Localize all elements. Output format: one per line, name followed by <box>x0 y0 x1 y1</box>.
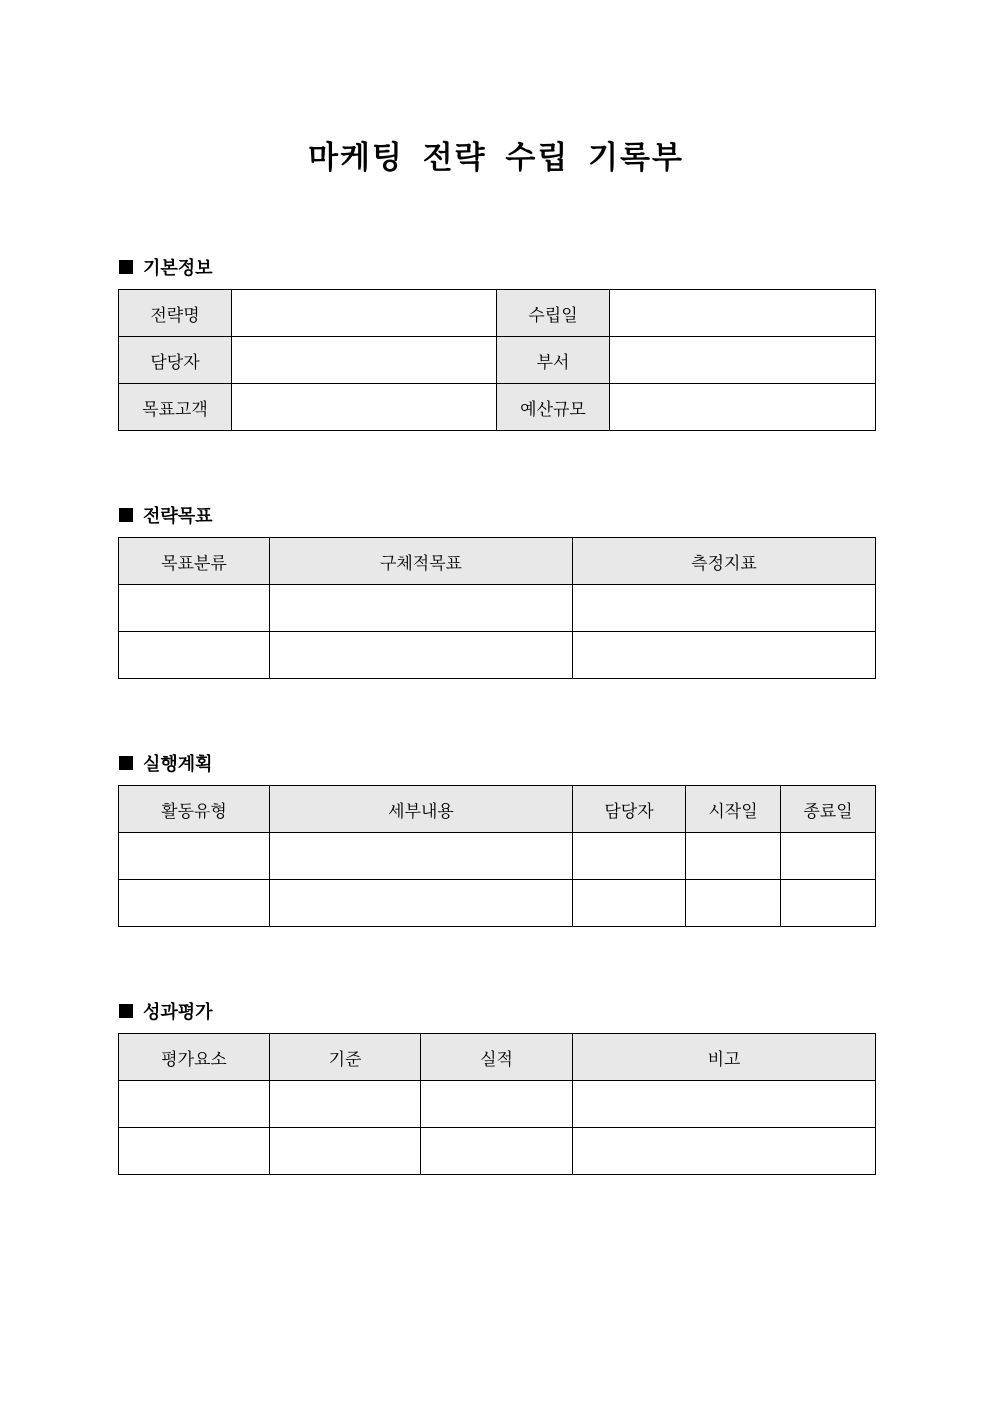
performance-evaluation-table <box>118 1033 876 1175</box>
section-heading-basic <box>119 254 213 280</box>
table-row <box>119 384 876 431</box>
column-header: 구체적목표 <box>270 538 573 585</box>
column-header: 담당자 <box>573 786 686 833</box>
input-cell[interactable] <box>270 1081 421 1128</box>
basic-info-table <box>118 289 876 431</box>
section-title: 전략목표 <box>143 506 213 527</box>
section-heading-eval <box>119 998 213 1024</box>
input-cell[interactable] <box>421 1081 573 1128</box>
page-title: 마케팅 전략 수립 기록부 <box>308 140 684 176</box>
column-header: 활동유형 <box>119 786 270 833</box>
input-cell[interactable] <box>270 585 573 632</box>
input-cell[interactable] <box>573 632 876 679</box>
input-cell[interactable] <box>119 1081 270 1128</box>
label-cell: 부서 <box>497 337 610 384</box>
label-cell: 담당자 <box>119 337 232 384</box>
input-cell[interactable] <box>119 1128 270 1175</box>
input-cell[interactable] <box>270 632 573 679</box>
table-row <box>119 337 876 384</box>
input-cell[interactable] <box>610 290 876 337</box>
section-title: 기본정보 <box>143 258 213 279</box>
table-header-row <box>119 1034 876 1081</box>
table-row <box>119 1128 876 1175</box>
input-cell[interactable] <box>270 1128 421 1175</box>
column-header: 종료일 <box>781 786 876 833</box>
column-header: 세부내용 <box>270 786 573 833</box>
input-cell[interactable] <box>573 880 686 927</box>
label-cell: 전략명 <box>119 290 232 337</box>
input-cell[interactable] <box>686 833 781 880</box>
execution-plan-table <box>118 785 876 927</box>
input-cell[interactable] <box>119 880 270 927</box>
table-row <box>119 585 876 632</box>
column-header: 비고 <box>573 1034 876 1081</box>
square-bullet-icon <box>119 1004 133 1018</box>
input-cell[interactable] <box>270 833 573 880</box>
square-bullet-icon <box>119 260 133 274</box>
input-cell[interactable] <box>421 1128 573 1175</box>
section-title: 실행계획 <box>143 754 213 775</box>
table-row <box>119 1081 876 1128</box>
input-cell[interactable] <box>573 833 686 880</box>
table-row <box>119 290 876 337</box>
square-bullet-icon <box>119 756 133 770</box>
input-cell[interactable] <box>781 833 876 880</box>
column-header: 측정지표 <box>573 538 876 585</box>
input-cell[interactable] <box>119 833 270 880</box>
strategy-goals-table <box>118 537 876 679</box>
input-cell[interactable] <box>573 1081 876 1128</box>
section-heading-goals <box>119 502 213 528</box>
table-header-row <box>119 786 876 833</box>
input-cell[interactable] <box>232 384 497 431</box>
input-cell[interactable] <box>232 290 497 337</box>
column-header: 기준 <box>270 1034 421 1081</box>
section-heading-plan <box>119 750 213 776</box>
input-cell[interactable] <box>119 585 270 632</box>
column-header: 평가요소 <box>119 1034 270 1081</box>
input-cell[interactable] <box>686 880 781 927</box>
label-cell: 목표고객 <box>119 384 232 431</box>
input-cell[interactable] <box>573 585 876 632</box>
input-cell[interactable] <box>119 632 270 679</box>
table-row <box>119 833 876 880</box>
section-title: 성과평가 <box>143 1002 213 1023</box>
input-cell[interactable] <box>573 1128 876 1175</box>
input-cell[interactable] <box>610 337 876 384</box>
input-cell[interactable] <box>270 880 573 927</box>
table-row <box>119 880 876 927</box>
column-header: 목표분류 <box>119 538 270 585</box>
column-header: 실적 <box>421 1034 573 1081</box>
label-cell: 예산규모 <box>497 384 610 431</box>
label-cell: 수립일 <box>497 290 610 337</box>
input-cell[interactable] <box>781 880 876 927</box>
square-bullet-icon <box>119 508 133 522</box>
input-cell[interactable] <box>610 384 876 431</box>
table-header-row <box>119 538 876 585</box>
input-cell[interactable] <box>232 337 497 384</box>
column-header: 시작일 <box>686 786 781 833</box>
table-row <box>119 632 876 679</box>
